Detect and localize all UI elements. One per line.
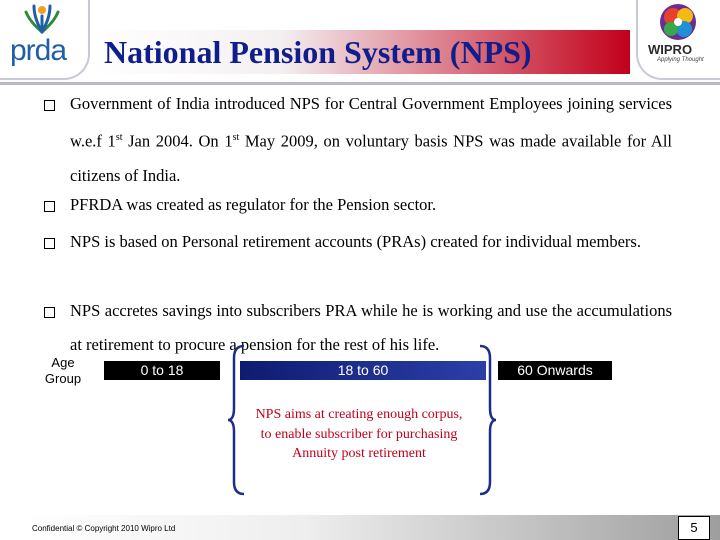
bullet-item	[44, 197, 672, 223]
bullet-item	[44, 96, 672, 188]
checkbox-bullet-icon	[44, 238, 55, 249]
wipro-tagline: Applying Thought	[657, 57, 704, 63]
bullet-text: NPS accretes savings into subscribers PRA while he is working and use the accumulations at retirement to procure a pension for the rest of his life.	[70, 301, 672, 354]
page-title: National Pension System (NPS)	[104, 34, 532, 70]
bullet-item	[44, 234, 672, 294]
bullet-text: Jan 2004. On 1	[122, 131, 233, 151]
bullet-text: Government of India introduced NPS for Central Government Employees joining services w.e.f 1	[70, 94, 672, 151]
superscript: st	[232, 132, 240, 143]
superscript: st	[115, 132, 123, 143]
checkbox-bullet-icon	[44, 307, 55, 318]
age-segment-0-18: 0 to 18	[104, 361, 220, 380]
right-brace-icon	[476, 344, 498, 496]
pfrda-logo-text: prda	[10, 34, 67, 67]
header-divider	[0, 82, 720, 85]
bullet-text: May 2009, on voluntary basis NPS was made available for All citizens of India.	[70, 131, 672, 185]
bullet-item	[44, 303, 672, 363]
pfrda-logo	[0, 0, 90, 80]
footer-copyright: Confidential © Copyright 2010 Wipro Ltd	[32, 524, 176, 533]
page-number: 5	[678, 516, 710, 540]
wipro-rainbow-icon	[654, 2, 702, 42]
left-brace-icon	[226, 344, 248, 496]
age-segment-18-60: 18 to 60	[240, 361, 486, 380]
wipro-logo-text: WIPRO	[648, 42, 693, 57]
nps-callout-text: NPS aims at creating enough corpus, to enable subscriber for purchasing Annuity post retirement	[255, 407, 463, 461]
age-group-label: Age Group	[44, 355, 82, 386]
wipro-logo	[636, 0, 720, 80]
bullet-text: NPS is based on Personal retirement accounts (PRAs) created for individual members.	[70, 232, 641, 251]
checkbox-bullet-icon	[44, 100, 55, 111]
bullet-text: PFRDA was created as regulator for the Pension sector.	[70, 195, 437, 214]
age-segment-60-onwards: 60 Onwards	[498, 361, 612, 380]
checkbox-bullet-icon	[44, 201, 55, 212]
flower-icon	[20, 2, 64, 36]
